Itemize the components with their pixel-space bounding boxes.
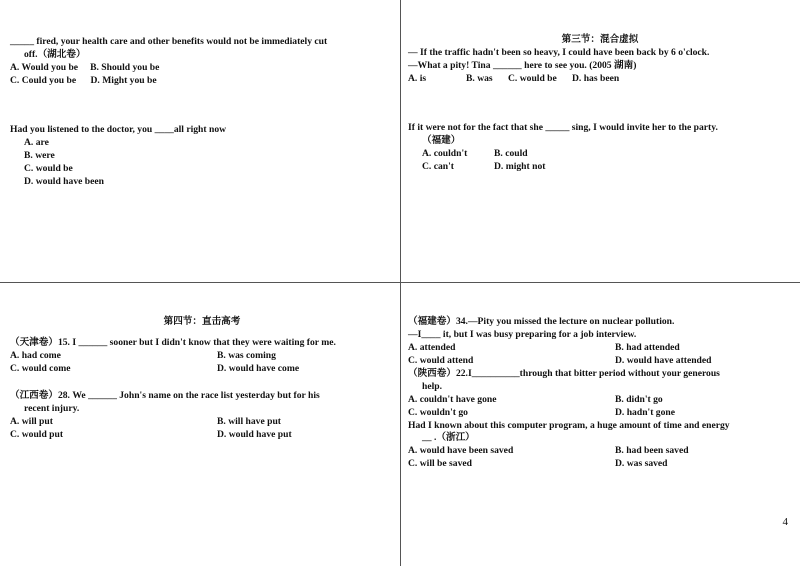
options-grid [408,342,792,368]
question-stem: （陕西卷）22.I__________through that bitter period without your generous [408,367,720,379]
horizontal-divider [0,282,800,283]
option-a: A. couldn't have gone [408,393,497,405]
options-row [10,62,388,75]
option-c: C. would be [24,162,73,174]
question-stem: （江西卷）28. We ______ John's name on the race list yesterday but for his [10,389,320,401]
option-c: C. would come [10,362,71,374]
panel-bottom-right [408,316,792,471]
option-d: D. would have put [217,428,292,440]
option-c: C. would put [10,428,64,440]
question-stem: — If the traffic hadn't been so heavy, I could have been back by 6 o'clock. [408,46,710,58]
option-a: A. will put [10,415,53,427]
option-d: D. would have been [24,175,104,187]
question-stem: _____ fired, your health care and other benefits would not be immediately cut [10,36,328,47]
option-b: B. was coming [217,349,276,361]
question-stem-continued: recent injury. [24,402,80,414]
question-stem-continued: —What a pity! Tina ______ here to see you. (2005 湖南) [408,59,637,71]
option-d: D. was saved [615,458,668,470]
options-grid [10,350,394,376]
options-grid [408,445,792,471]
question-stem-continued: —I____ it, but I was busy preparing for a job interview. [408,328,637,340]
option-d: D. would have attended [615,354,712,366]
question-stem-continued: help. [422,380,442,392]
option-b: B. had been saved [615,445,689,457]
option-b: B. had attended [615,341,680,353]
option-d: D. would have come [217,362,300,374]
question-stem: Had I known about this computer program, a huge amount of time and energy [408,419,730,431]
option-a: A. had come [10,349,61,361]
option-b: B. was [466,72,493,84]
option-a: A. Would you be [10,61,79,73]
options-row [408,161,792,174]
option-d: D. Might you be [90,74,157,86]
question-stem: （福建卷）34.—Pity you missed the lecture on nuclear pollution. [408,316,675,327]
option-c: C. would be [508,72,557,84]
options-row [408,148,792,161]
question-stem-continued: __ .（浙江） [422,432,475,444]
option-c: C. Could you be [10,74,77,86]
panel-top-right [408,34,792,174]
option-d: D. might not [494,160,546,172]
question-stem: （天津卷）15. I ______ sooner but I didn't know that they were waiting for me. [10,336,336,348]
option-b: B. were [24,149,55,161]
option-d: D. has been [572,72,620,84]
option-a: A. would have been saved [408,445,514,457]
option-b: B. will have put [217,415,281,427]
question-stem: If it were not for the fact that she _____ sing, I would invite her to the party. [408,121,718,133]
section-title: 第三节：混合虚拟 [561,34,639,45]
question-stem-continued: off.（湖北卷） [24,48,86,60]
option-d: D. hadn't gone [615,406,675,418]
options-row [10,75,388,88]
option-b: B. didn't go [615,393,663,405]
vertical-divider [400,0,401,566]
option-c: C. wouldn't go [408,406,468,418]
options-grid [408,394,792,420]
page-number: 4 [782,516,788,529]
question-stem: Had you listened to the doctor, you ____all right now [10,123,227,135]
panel-bottom-left [10,316,394,442]
options-grid [10,416,394,442]
panel-top-left [10,36,388,188]
option-a: A. are [24,136,49,148]
options-row [408,73,792,86]
section-title: 第四节：直击高考 [163,316,241,327]
option-a: A. couldn't [422,147,468,159]
question-stem-continued: （福建） [422,134,461,146]
option-a: A. is [408,72,427,84]
option-a: A. attended [408,341,456,353]
option-c: C. would attend [408,354,474,366]
option-c: C. will be saved [408,458,472,470]
option-c: C. can't [422,160,454,172]
option-b: B. could [494,147,528,159]
option-b: B. Should you be [90,61,160,73]
